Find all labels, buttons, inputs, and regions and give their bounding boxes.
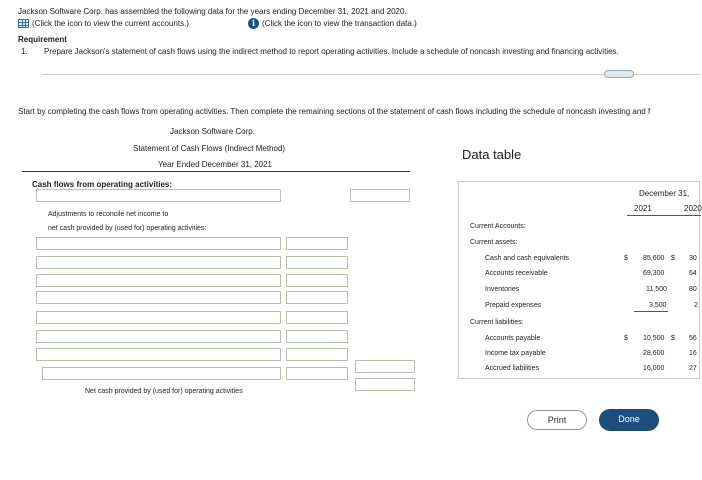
row-value-2021: 85,600	[643, 255, 665, 262]
adjustment-amount-field[interactable]	[286, 330, 348, 343]
row-label: Accrued liabilities	[485, 365, 540, 372]
statement-title: Statement of Cash Flows (Indirect Method)	[133, 144, 286, 153]
row-value-2020: 27	[689, 365, 697, 372]
current-assets-label: Current assets:	[470, 239, 518, 246]
done-button[interactable]: Done	[599, 409, 659, 431]
adjustment-label-field[interactable]	[36, 311, 281, 324]
adjustment-label-field[interactable]	[36, 330, 281, 343]
adjustments-line2: net cash provided by (used for) operating activities:	[48, 225, 207, 232]
info-icon[interactable]: i	[248, 18, 259, 29]
subtotal-rule	[634, 311, 668, 312]
header-month: December 31,	[639, 189, 690, 198]
row-value-2020: 2	[694, 302, 698, 309]
intro-text: Jackson Software Corp. has assembled the following data for the years ending December 31, 2021 and 2020.	[18, 7, 407, 16]
row-value-2021: 69,300	[643, 270, 665, 277]
row-label: Inventories	[485, 286, 520, 293]
row-currency: $	[624, 255, 628, 262]
row-value-2021: 3,500	[649, 302, 667, 309]
table-icon[interactable]	[18, 19, 29, 28]
row-value-2021: 11,500	[646, 286, 667, 293]
row-value-2021: 28,600	[643, 350, 665, 357]
row-value-2021: 10,500	[643, 335, 665, 342]
adjustment-label-field[interactable]	[42, 367, 281, 380]
row-currency: $	[624, 335, 628, 342]
net-cash-operating-field[interactable]	[355, 378, 415, 391]
row-currency-2020: $	[671, 255, 675, 262]
requirement-text: Prepare Jackson's statement of cash flows using the indirect method to report operating activities. Include a schedule of noncash investing and financing activities.	[44, 47, 619, 56]
row-value-2020: 56	[689, 335, 697, 342]
transaction-data-link[interactable]: (Click the icon to view the transaction data.)	[262, 19, 417, 28]
heading-rule	[22, 171, 410, 172]
adjustment-amount-field[interactable]	[286, 274, 348, 287]
row-label: Accounts receivable	[485, 270, 548, 277]
adjustment-amount-field[interactable]	[286, 291, 348, 304]
header-2020: 2020	[684, 204, 702, 213]
adjustment-label-field[interactable]	[36, 348, 281, 361]
adjustment-amount-field[interactable]	[286, 348, 348, 361]
row-label: Accounts payable	[485, 335, 541, 342]
row-currency-2020: $	[671, 335, 675, 342]
row-value-2020: 16	[689, 350, 697, 357]
expand-handle[interactable]	[604, 70, 634, 78]
statement-period: Year Ended December 31, 2021	[158, 160, 273, 169]
data-table-panel	[458, 181, 700, 379]
net-income-amount-field[interactable]	[350, 189, 410, 202]
total-adjustments-field[interactable]	[355, 360, 415, 373]
data-table-title: Data table	[462, 147, 522, 162]
requirement-number: 1.	[21, 47, 28, 56]
current-accounts-label: Current Accounts:	[470, 223, 526, 230]
adjustment-label-field[interactable]	[36, 256, 281, 269]
adjustment-amount-field[interactable]	[286, 237, 348, 250]
operating-section-label: Cash flows from operating activities:	[32, 180, 173, 189]
adjustment-label-field[interactable]	[36, 274, 281, 287]
adjustment-amount-field[interactable]	[286, 367, 348, 380]
instruction-text: Start by completing the cash flows from operating activities. Then complete the remaining sections of the statement of cash flows including the schedule of noncash investing and f	[18, 107, 651, 116]
current-liabilities-label: Current liabilities:	[470, 319, 524, 326]
adjustments-line1: Adjustments to reconcile net income to	[48, 211, 169, 218]
net-cash-label: Net cash provided by (used for) operating activities	[85, 388, 243, 395]
adjustment-amount-field[interactable]	[286, 311, 348, 324]
print-button[interactable]: Print	[527, 410, 587, 430]
header-rule	[627, 215, 701, 216]
header-2021: 2021	[634, 204, 652, 213]
adjustment-label-field[interactable]	[36, 291, 281, 304]
current-accounts-link[interactable]: (Click the icon to view the current accounts.)	[32, 19, 189, 28]
company-name: Jackson Software Corp.	[170, 127, 255, 136]
row-value-2020: 80	[689, 286, 697, 293]
adjustment-amount-field[interactable]	[286, 256, 348, 269]
requirement-label: Requirement	[18, 35, 67, 44]
row-label: Cash and cash equivalents	[485, 255, 570, 262]
row-label: Income tax payable	[485, 350, 546, 357]
adjustment-label-field[interactable]	[36, 237, 281, 250]
row-value-2020: 64	[689, 270, 697, 277]
net-income-label-field[interactable]	[36, 189, 281, 202]
row-value-2021: 16,000	[643, 365, 665, 372]
row-value-2020: 30	[689, 255, 697, 262]
row-label: Prepaid expenses	[485, 302, 542, 309]
separator-top	[42, 74, 700, 75]
